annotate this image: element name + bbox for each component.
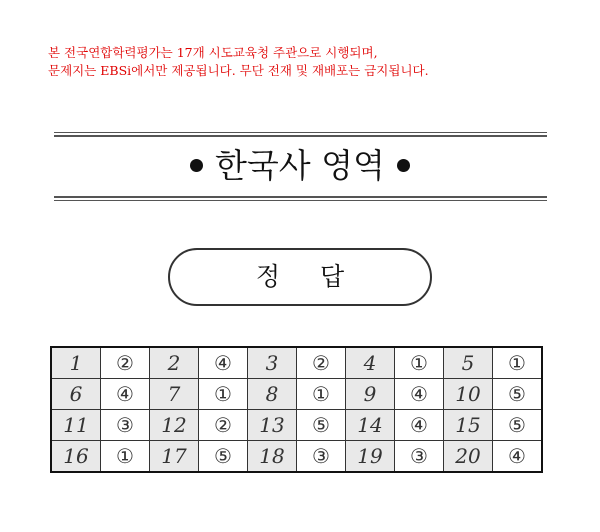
question-number: 20 (444, 441, 493, 473)
question-number: 1 (51, 347, 101, 379)
question-number: 9 (346, 379, 395, 410)
bullet-icon-right (397, 159, 410, 172)
question-number: 4 (346, 347, 395, 379)
bullet-icon-left (190, 159, 203, 172)
title-bottom-rule (54, 196, 547, 201)
question-number: 12 (150, 410, 199, 441)
answer-choice: ④ (395, 410, 444, 441)
question-number: 3 (248, 347, 297, 379)
title-top-rule (54, 132, 547, 137)
question-number: 8 (248, 379, 297, 410)
answer-choice: ④ (199, 347, 248, 379)
question-number: 10 (444, 379, 493, 410)
answer-choice: ④ (101, 379, 150, 410)
answer-choice: ④ (493, 441, 543, 473)
answer-choice: ⑤ (297, 410, 346, 441)
answer-label: 정 답 (255, 262, 361, 291)
answer-choice: ② (101, 347, 150, 379)
answer-choice: ⑤ (199, 441, 248, 473)
answer-choice: ① (297, 379, 346, 410)
question-number: 17 (150, 441, 199, 473)
question-number: 15 (444, 410, 493, 441)
question-number: 7 (150, 379, 199, 410)
answer-choice: ① (493, 347, 543, 379)
question-number: 6 (51, 379, 101, 410)
answer-choice: ② (297, 347, 346, 379)
question-number: 14 (346, 410, 395, 441)
answer-choice: ③ (395, 441, 444, 473)
question-number: 13 (248, 410, 297, 441)
title-text: 한국사 영역 (215, 146, 385, 185)
question-number: 16 (51, 441, 101, 473)
answer-choice: ① (199, 379, 248, 410)
copyright-notice (48, 44, 429, 80)
table-row (51, 410, 542, 441)
question-number: 18 (248, 441, 297, 473)
answer-choice: ④ (395, 379, 444, 410)
answer-choice: ① (395, 347, 444, 379)
question-number: 19 (346, 441, 395, 473)
page-title (0, 140, 600, 187)
answer-choice: ⑤ (493, 410, 543, 441)
answer-choice: ① (101, 441, 150, 473)
answer-choice: ⑤ (493, 379, 543, 410)
answer-choice: ③ (101, 410, 150, 441)
answer-label-box (168, 248, 432, 306)
notice-line-2: 문제지는 EBSi에서만 제공됩니다. 무단 전재 및 재배포는 금지됩니다. (48, 63, 429, 78)
table-row (51, 379, 542, 410)
question-number: 11 (51, 410, 101, 441)
question-number: 2 (150, 347, 199, 379)
question-number: 5 (444, 347, 493, 379)
table-row (51, 441, 542, 473)
table-row (51, 347, 542, 379)
answer-choice: ③ (297, 441, 346, 473)
answer-table (50, 346, 543, 473)
answer-choice: ② (199, 410, 248, 441)
notice-line-1: 본 전국연합학력평가는 17개 시도교육청 주관으로 시행되며, (48, 45, 378, 60)
